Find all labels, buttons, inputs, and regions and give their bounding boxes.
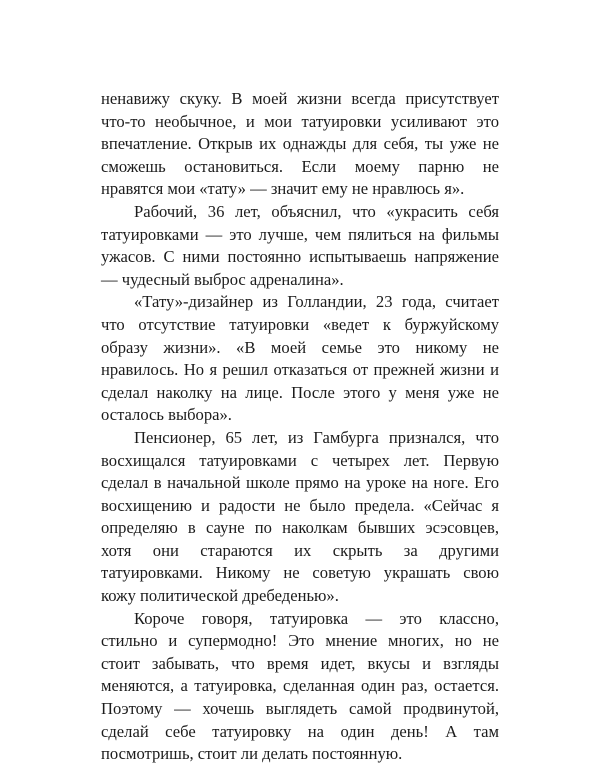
text-line: Рабочий, 36 лет, объяснил, что «украсить себя: [134, 201, 499, 221]
text-line: сможешь остановиться. Если моему парню не: [101, 156, 499, 176]
text-line: сделай себе татуировку на один день! А там: [101, 721, 499, 741]
text-line: стильно и супермодно! Это мнение многих, но не: [101, 631, 499, 651]
text-line: Пенсионер, 65 лет, из Гамбурга признался, что: [134, 427, 499, 447]
text-line: Поэтому — хочешь выглядеть самой продвинутой,: [101, 699, 499, 719]
text-line: осталось выбора».: [101, 405, 232, 425]
text-line: восхищению и радости не было предела. «Сейчас я: [101, 495, 499, 515]
text-line: хотя они стараются их скрыть за другими: [101, 540, 499, 560]
text-line: ужасов. С ними постоянно испытываешь напряжение: [101, 247, 499, 267]
text-line: татуировками. Никому не советую украшать свою: [101, 563, 499, 583]
text-line: сделал в начальной школе прямо на уроке на ноге. Его: [101, 473, 499, 493]
text-line: стоит забывать, что время идет, вкусы и взгляды: [101, 653, 499, 673]
text-line: татуировками — это лучше, чем пялиться на фильмы: [101, 224, 499, 244]
text-line: восхищался татуировками с четырех лет. Первую: [101, 450, 499, 470]
text-line: меняются, а татуировка, сделанная один раз, остается.: [101, 676, 499, 696]
text-line: впечатление. Открыв их однажды для себя, ты уже не: [101, 134, 499, 154]
text-line: — чудесный выброс адреналина».: [101, 269, 344, 289]
text-line: ненавижу скуку. В моей жизни всегда присутствует: [101, 89, 499, 108]
document-body-text: [101, 88, 499, 766]
text-line: что-то необычное, и мои татуировки усиливают это: [101, 111, 499, 131]
text-line: что отсутствие татуировки «ведет к буржуйскому: [101, 314, 499, 334]
text-line: нравилось. Но я решил отказаться от прежней жизни и: [101, 360, 499, 380]
text-line: кожу политической дребеденью».: [101, 586, 339, 606]
text-line: образу жизни». «В моей семье это никому не: [101, 337, 499, 357]
text-line: определяю в сауне по наколкам бывших эсэсовцев,: [101, 518, 499, 538]
text-line: посмотришь, стоит ли делать постоянную.: [101, 744, 403, 764]
text-line: Короче говоря, татуировка — это классно,: [134, 608, 499, 628]
text-line: нравятся мои «тату» — значит ему не нравлюсь я».: [101, 179, 465, 199]
text-line: «Тату»-дизайнер из Голландии, 23 года, считает: [134, 292, 499, 312]
text-line: сделал наколку на лице. После этого у меня уже не: [101, 382, 499, 402]
